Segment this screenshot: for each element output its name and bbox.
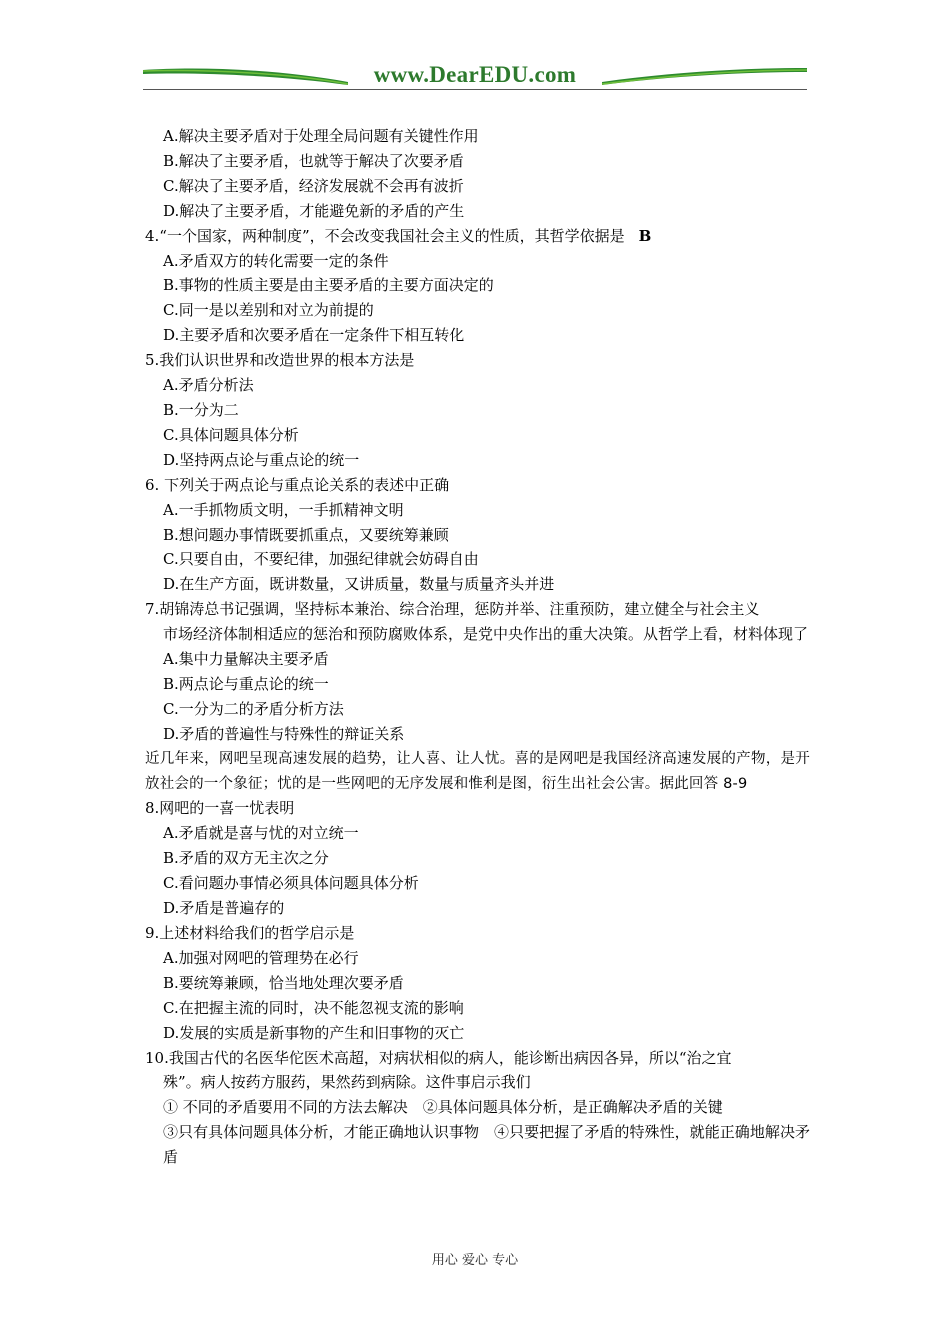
q9-option-d: D.发展的实质是新事物的产生和旧事物的灭亡 — [163, 1023, 465, 1042]
q4-option-d: D.主要矛盾和次要矛盾在一定条件下相互转化 — [163, 326, 465, 345]
q5-option-d: D.坚持两点论与重点论的统一 — [163, 450, 360, 469]
q7-option-a: A.集中力量解决主要矛盾 — [163, 650, 329, 669]
material-paragraph: 近几年来，网吧呈现高速发展的趋势，让人喜、让人忧。喜的是网吧是我国经济高速发展的产物，是开放社会的一个象征；忧的是一些网吧的无序发展和惟利是图，衍生出社会公害。据此回答 8-9 — [145, 750, 810, 792]
q7-option-d: D.矛盾的普遍性与特殊性的辩证关系 — [163, 724, 405, 743]
q8-option-b: B.矛盾的双方无主次之分 — [163, 849, 329, 868]
q8-option-c: C.看问题办事情必须具体问题具体分析 — [163, 874, 419, 893]
q6-stem: 6. 下列关于两点论与重点论关系的表述中正确 — [145, 475, 450, 494]
q6-option-c: C.只要自由，不要纪律，加强纪律就会妨碍自由 — [163, 550, 479, 569]
site-logo-text: www.DearEDU.com — [373, 62, 577, 87]
q9-stem: 9.上述材料给我们的哲学启示是 — [145, 924, 355, 942]
q7-stem-first: 7.胡锦涛总书记强调，坚持标本兼治、综合治理，惩防并举、注重预防，建立健全与社会主义 — [145, 600, 760, 619]
document-body — [145, 124, 810, 1170]
q9-option-c: C.在把握主流的同时，决不能忽视支流的影响 — [163, 998, 464, 1017]
q5-option-c: C.具体问题具体分析 — [163, 425, 299, 444]
q8-option-d: D.矛盾是普遍存的 — [163, 899, 285, 918]
q4-option-b: B.事物的性质主要是由主要矛盾的主要方面决定的 — [163, 276, 494, 295]
q4-option-a: A.矛盾双方的转化需要一定的条件 — [163, 251, 389, 270]
q7-option-b: B.两点论与重点论的统一 — [163, 674, 329, 693]
q10-choices-line1: ① 不同的矛盾要用不同的方法去解决 ②具体问题具体分析，是正确解决矛盾的关键 — [163, 1098, 723, 1117]
q10-stem-first: 10.我国古代的名医华佗医术高超，对病状相似的病人，能诊断出病因各异，所以“治之宜 — [145, 1048, 732, 1067]
q8-option-a: A.矛盾就是喜与忧的对立统一 — [163, 824, 359, 843]
q7-option-c: C.一分为二的矛盾分析方法 — [163, 699, 344, 718]
q3-option-c: C.解决了主要矛盾，经济发展就不会再有波折 — [163, 176, 464, 195]
q5-option-b: B.一分为二 — [163, 400, 239, 419]
q4-stem — [145, 224, 810, 249]
q4-answer: B — [638, 226, 652, 245]
q6-option-a: A.一手抓物质文明，一手抓精神文明 — [163, 500, 404, 519]
q5-option-a: A.矛盾分析法 — [163, 376, 254, 395]
q9-option-b: B.要统筹兼顾，恰当地处理次要矛盾 — [163, 973, 404, 992]
q6-option-b: B.想问题办事情既要抓重点，又要统筹兼顾 — [163, 525, 449, 544]
page-footer: 用心 爱心 专心 — [431, 1253, 519, 1268]
q8-stem: 8.网吧的一喜一忧表明 — [145, 799, 295, 818]
q3-option-a: A.解决主要矛盾对于处理全局问题有关键性作用 — [163, 127, 479, 145]
q4-stem-text: 4.“一个国家，两种制度”，不会改变我国社会主义的性质，其哲学依据是 — [145, 226, 625, 245]
q4-option-c: C.同一是以差别和对立为前提的 — [163, 301, 374, 320]
q5-stem: 5.我们认识世界和改造世界的根本方法是 — [145, 351, 415, 370]
header-divider — [143, 89, 807, 90]
q10-choices-line2: ③只有具体问题具体分析，才能正确地认识事物 ④只要把握了矛盾的特殊性，就能正确地解决矛盾 — [163, 1123, 810, 1167]
q3-option-b: B.解决了主要矛盾，也就等于解决了次要矛盾 — [163, 151, 464, 170]
q6-option-d: D.在生产方面，既讲数量，又讲质量，数量与质量齐头并进 — [163, 575, 555, 594]
q9-option-a: A.加强对网吧的管理势在必行 — [163, 948, 359, 967]
q10-stem-rest: 殊”。病人按药方服药，果然药到病除。这件事启示我们 — [163, 1073, 531, 1092]
q3-option-d: D.解决了主要矛盾，才能避免新的矛盾的产生 — [163, 201, 465, 220]
page-header — [143, 60, 807, 92]
q7-stem-rest: 市场经济体制相适应的惩治和预防腐败体系，是党中央作出的重大决策。从哲学上看，材料体现了 — [163, 625, 809, 644]
